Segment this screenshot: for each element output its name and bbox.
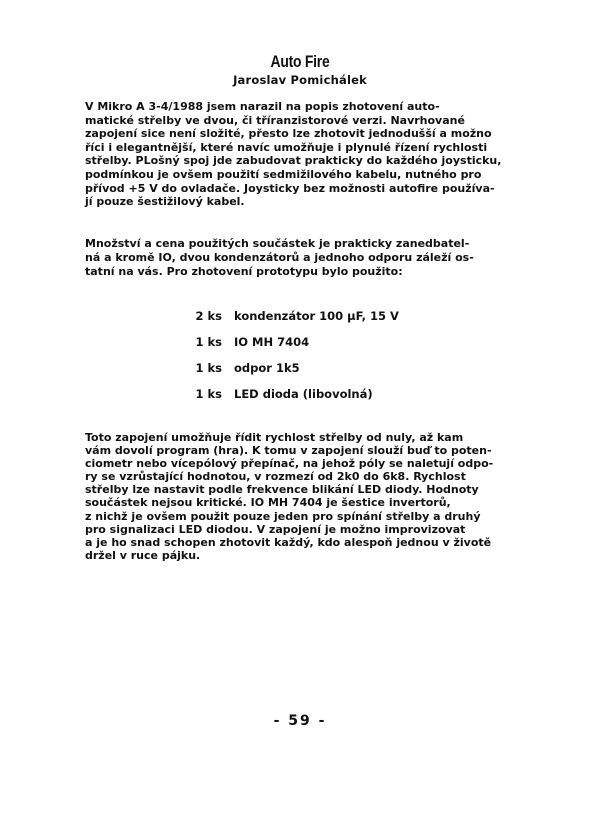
page-number: - 59 -: [273, 713, 327, 729]
paragraph-line: součástek nejsou kritické. IO MH 7404 je šestice invertorů,: [85, 496, 451, 510]
paragraph-line: ná a kromě IO, dvou kondenzátorů a jednoho odporu záleží os-: [85, 251, 474, 265]
parts-list-item: [176, 381, 399, 407]
part-quantity: 1 ks: [195, 335, 222, 349]
paragraph-line: přívod +5 V do ovladače. Joysticky bez možnosti autofire používa-: [85, 181, 495, 195]
part-quantity: 2 ks: [195, 309, 222, 323]
paragraph-components: [85, 237, 474, 280]
paragraph-line: zapojení sice není složité, přesto lze zhotovit jednodušší a možno: [85, 127, 492, 141]
article-title: Auto Fire: [270, 52, 330, 71]
article-author: Jaroslav Pomichálek: [233, 73, 367, 87]
paragraph-line: držel v ruce pájku.: [85, 548, 201, 562]
paragraph-intro: [85, 100, 501, 209]
part-description: IO MH 7404: [234, 335, 310, 349]
parts-list-item: [176, 329, 399, 355]
part-quantity: 1 ks: [195, 387, 222, 401]
paragraph-line: tatní na vás. Pro zhotovení prototypu bylo použito:: [85, 265, 403, 279]
paragraph-line: a je ho snad schopen zhotovit každý, kdo alespoň jednou v životě: [85, 535, 492, 549]
paragraph-line: z nichž je ovšem použit pouze jeden pro spínání střelby a druhý: [85, 509, 481, 523]
paragraph-line: pro signalizaci LED diodou. V zapojení je možno improvizovat: [85, 522, 466, 536]
part-description: kondenzátor 100 µF, 15 V: [234, 309, 399, 323]
parts-list-item: [176, 303, 399, 329]
paragraph-line: podmínkou je ovšem použití sedmižilového kabelu, nutného pro: [85, 167, 482, 181]
paragraph-line: matické střelby ve dvou, či tříranzistorové verzi. Navrhované: [85, 113, 465, 127]
paragraph-line: ry se vzrůstající hodnotou, v rozmezí od 2k0 do 6k8. Rychlost: [85, 470, 466, 484]
paragraph-line: ciometr nebo vícepólový přepínač, na jehož póly se naletují odpo-: [85, 457, 494, 471]
part-quantity: 1 ks: [195, 361, 222, 375]
paragraph-line: říci i elegantnější, které navíc umožňuje i plynulé řízení rychlosti: [85, 140, 488, 154]
parts-list-item: [176, 355, 399, 381]
paragraph-line: Množství a cena použitých součástek je prakticky zanedbatel-: [85, 237, 470, 250]
part-description: LED dioda (libovolná): [234, 387, 373, 401]
parts-list: [176, 303, 399, 407]
paragraph-line: střelby. PLošný spoj jde zabudovat prakticky do každého joysticku,: [85, 154, 502, 168]
paragraph-line: jí pouze šestižilový kabel.: [85, 195, 245, 209]
part-description: odpor 1k5: [234, 361, 300, 375]
paragraph-description: [85, 431, 493, 562]
paragraph-line: V Mikro A 3-4/1988 jsem narazil na popis zhotovení auto-: [85, 100, 440, 113]
paragraph-line: Toto zapojení umožňuje řídit rychlost střelby od nuly, až kam: [85, 431, 464, 444]
paragraph-line: střelby lze nastavit podle frekvence blikání LED diody. Hodnoty: [85, 483, 479, 497]
paragraph-line: vám dovolí program (hra). K tomu v zapojení slouží buď to poten-: [85, 444, 492, 458]
